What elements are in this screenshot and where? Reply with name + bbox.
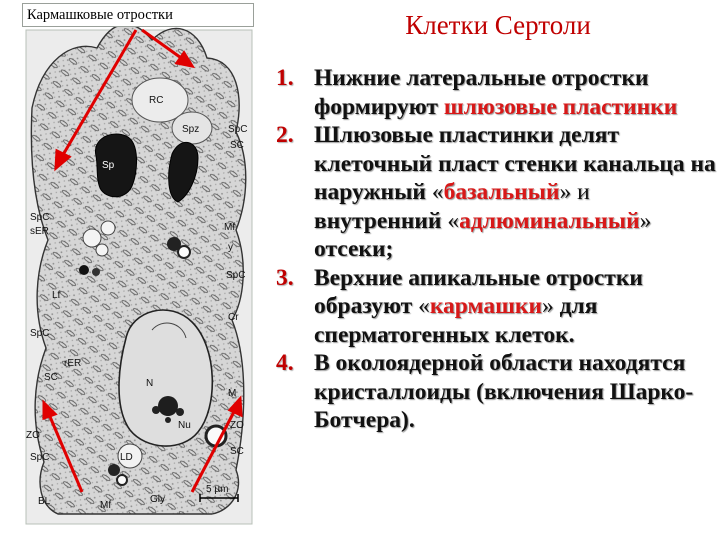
point-text: отсеки;	[314, 236, 394, 262]
label-spz: Spz	[182, 124, 200, 135]
point-text: Нижние латеральные отростки формируют	[314, 65, 649, 120]
point-text: В околоядерной области находятся кристаллоиды (включения Шарко-Ботчера).	[314, 350, 694, 433]
label-cr: Cr	[228, 312, 239, 323]
label-y: y	[228, 242, 233, 253]
label-bl: BL	[38, 496, 51, 507]
slide-title: Клетки Сертоли	[405, 10, 591, 40]
label-spc-top-right: SpC	[228, 124, 248, 135]
label-mf-bottom: Mf	[100, 500, 112, 511]
label-spc-right-2: SpC	[226, 270, 246, 281]
point-text: »	[639, 207, 652, 234]
label-ser: sER	[30, 226, 49, 237]
point-number: 2.	[276, 122, 294, 148]
point-item	[276, 264, 716, 350]
point-text: внутренний	[314, 207, 448, 234]
label-nu: Nu	[178, 420, 191, 431]
point-text: Верхние апикальные отростки образуют	[314, 264, 643, 319]
point-number: 1.	[276, 65, 294, 91]
label-lf: Lf	[52, 290, 61, 301]
point-number: 4.	[276, 350, 294, 376]
label-n: N	[146, 378, 154, 389]
point-text: «	[447, 207, 460, 234]
highlighted-term: адлюминальный	[459, 207, 640, 234]
point-item	[276, 349, 716, 435]
label-spc-left-2: SpC	[30, 328, 50, 339]
label-rc: RC	[149, 95, 164, 106]
label-mf: Mf	[224, 222, 236, 233]
point-text: «	[431, 179, 444, 205]
label-gly: Gly	[150, 494, 165, 505]
label-sc-top-right: SC	[230, 140, 244, 151]
point-text: «	[418, 293, 430, 319]
label-sc-right: SC	[230, 446, 244, 457]
point-text: Шлюзовые пластинки делят клеточный пласт стенки канальца на наружный	[314, 122, 716, 205]
label-zo-right: ZO	[230, 420, 244, 431]
point-text: для сперматогенных клеток.	[314, 293, 598, 348]
label-spc-left-1: SpC	[30, 212, 50, 223]
highlighted-term: кармашки	[429, 293, 543, 319]
sertoli-cell-micrograph	[22, 0, 258, 528]
points-list	[276, 64, 716, 435]
point-item	[276, 64, 716, 121]
point-item	[276, 121, 716, 264]
point-number: 3.	[276, 264, 294, 291]
label-rer: rER	[64, 358, 82, 369]
point-text: »	[542, 293, 560, 319]
label-spc-left-3: SpC	[30, 452, 50, 463]
figure-caption: Кармашковые отростки	[22, 3, 254, 27]
label-ld: LD	[120, 452, 133, 463]
label-m: M	[228, 388, 237, 399]
label-zo-left: ZO	[26, 430, 40, 441]
label-sp: Sp	[102, 160, 115, 171]
label-scale-bar: 5 µm	[206, 484, 229, 495]
highlighted-term: шлюзовые пластинки	[443, 93, 678, 120]
point-text: » и	[559, 179, 590, 205]
label-sc-left: SC	[44, 372, 58, 383]
micrograph-drawing	[22, 0, 258, 528]
highlighted-term: базальный	[443, 179, 560, 205]
